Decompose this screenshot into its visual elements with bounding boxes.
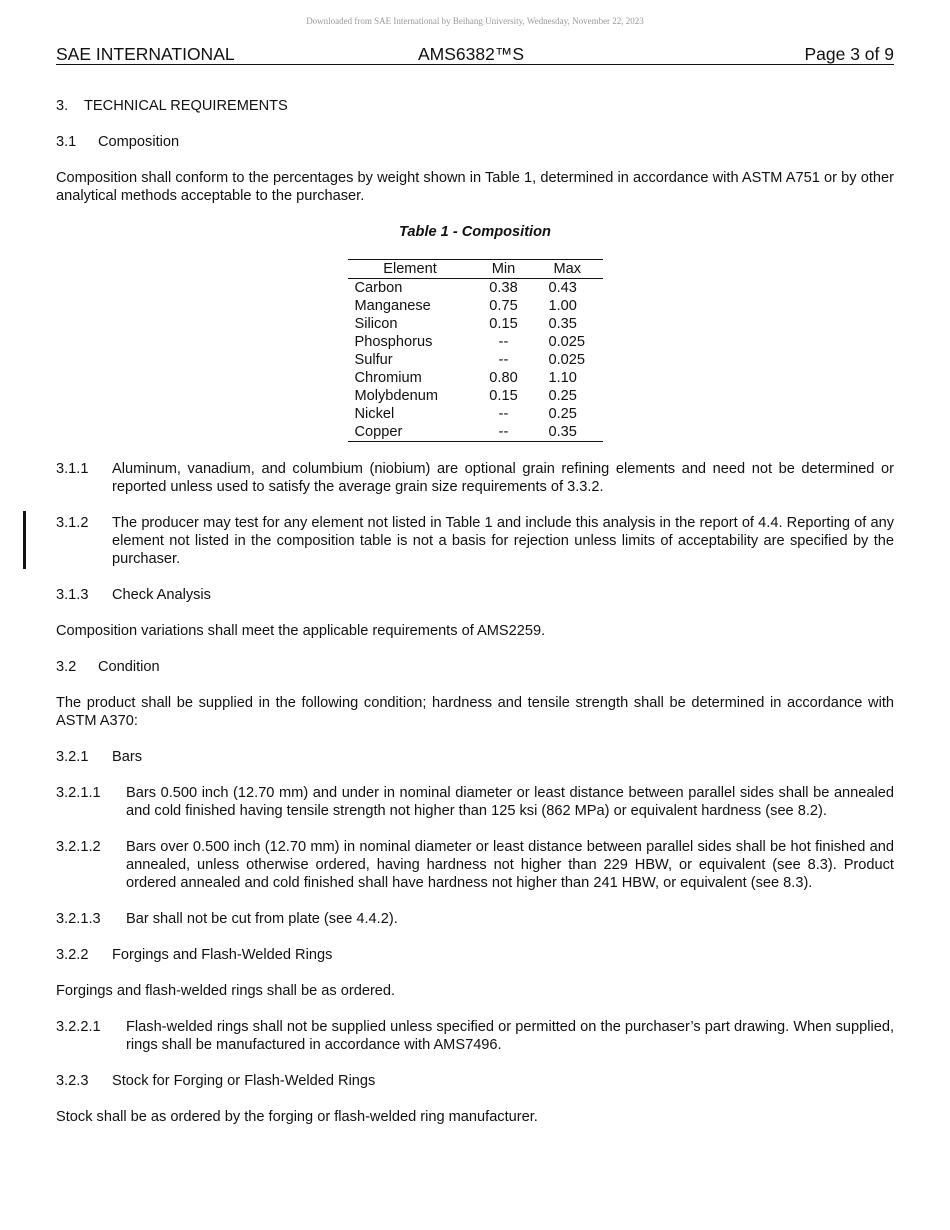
section-3-2-1-2	[56, 838, 894, 892]
section-number: 3.2	[56, 659, 77, 675]
section-3-1-2	[56, 514, 894, 568]
column-header-max: Max	[535, 260, 603, 279]
section-3-1-3-text: Composition variations shall meet the applicable requirements of AMS2259.	[56, 623, 546, 639]
section-number: 3.1.1	[56, 461, 89, 477]
min-cell: 0.15	[489, 388, 518, 404]
element-cell: Molybdenum	[354, 388, 439, 404]
max-cell: 0.35	[535, 423, 603, 442]
download-watermark: Downloaded from SAE International by Beihang University, Wednesday, November 22, 2023	[306, 16, 644, 26]
section-number: 3.2.2	[56, 947, 89, 963]
section-number: 3.2.1.3	[56, 911, 101, 927]
element-cell: Carbon	[354, 280, 403, 296]
element-cell: Phosphorus	[354, 334, 433, 350]
section-number: 3.2.2.1	[56, 1019, 101, 1035]
table-row	[348, 279, 603, 298]
section-number: 3.2.3	[56, 1073, 89, 1089]
min-cell: --	[498, 352, 509, 368]
max-cell: 0.025	[548, 352, 586, 368]
section-3-2-1-1	[56, 784, 894, 820]
table-row	[348, 369, 603, 387]
section-3-2-3-text: Stock shall be as ordered by the forging or flash-welded ring manufacturer.	[56, 1109, 538, 1125]
section-3-2-2-text: Forgings and flash-welded rings shall be as ordered.	[56, 983, 396, 999]
section-text: Bars 0.500 inch (12.70 mm) and under in nominal diameter or least distance between parallel sides shall be annealed and cold finished having tensile strength not higher than 125 ksi (862 MPa) or equivalent hardness (see 8.2).	[126, 785, 894, 819]
section-3-1-3-heading	[56, 586, 894, 604]
section-title: Condition	[98, 659, 160, 675]
element-cell: Silicon	[354, 316, 398, 332]
section-text: Bar shall not be cut from plate (see 4.4.2).	[126, 911, 398, 927]
max-cell: 0.25	[548, 406, 577, 422]
element-cell: Nickel	[354, 406, 395, 422]
section-3-2-2-1	[56, 1018, 894, 1054]
section-number: 3.1.2	[56, 515, 89, 531]
header-organization: SAE INTERNATIONAL	[56, 44, 235, 64]
max-cell: 0.025	[548, 334, 586, 350]
max-cell: 0.35	[548, 316, 577, 332]
section-3-2-2-heading	[56, 946, 894, 964]
table-row	[348, 315, 603, 333]
table-row	[348, 333, 603, 351]
section-title: Composition	[98, 134, 180, 150]
min-cell: --	[473, 423, 535, 442]
section-text: The producer may test for any element not listed in Table 1 and include this analysis in the report of 4.4. Reporting of any element not listed in the composition table is not a basis for rejection unless limits of acceptability are specified by the purchaser.	[112, 515, 894, 567]
section-number: 3.1	[56, 134, 77, 150]
table-row	[348, 297, 603, 315]
section-text: Bars over 0.500 inch (12.70 mm) in nominal diameter or least distance between parallel sides shall be hot finished and annealed, unless otherwise ordered, having hardness not higher than 229 HBW, or equivalent (see 8.3). Product ordered annealed and cold finished shall have hardness not higher than 241 HBW, or equivalent (see 8.3).	[126, 839, 894, 891]
section-number: 3.1.3	[56, 587, 89, 603]
table-row	[348, 405, 603, 423]
section-text: Aluminum, vanadium, and columbium (niobium) are optional grain refining elements and need not be determined or reported unless used to satisfy the average grain size requirements of 3.3.2.	[112, 461, 894, 495]
section-3-2-1-heading	[56, 748, 894, 766]
section-number: 3.2.1.2	[56, 839, 101, 855]
header-document-id: AMS6382™S	[418, 44, 525, 64]
section-3-2-text: The product shall be supplied in the following condition; hardness and tensile strength shall be determined in accordance with ASTM A370:	[56, 695, 894, 729]
max-cell: 0.43	[548, 280, 577, 296]
section-3-2-1-3	[56, 910, 894, 928]
column-header-element: Element	[348, 260, 473, 279]
section-number: 3.	[56, 98, 69, 114]
element-cell: Copper	[348, 423, 473, 442]
max-cell: 1.00	[548, 298, 577, 314]
element-cell: Sulfur	[354, 352, 393, 368]
table-header-row	[348, 260, 603, 279]
section-title: Forgings and Flash-Welded Rings	[112, 947, 333, 963]
min-cell: 0.38	[489, 280, 518, 296]
column-header-min: Min	[473, 260, 535, 279]
table-1-title: Table 1 - Composition	[399, 224, 551, 240]
section-title: TECHNICAL REQUIREMENTS	[84, 98, 288, 114]
section-title: Stock for Forging or Flash-Welded Rings	[112, 1073, 376, 1089]
section-3-1-1	[56, 460, 894, 496]
table-row	[348, 423, 603, 442]
section-title: Bars	[112, 749, 143, 765]
revision-change-bar	[23, 511, 26, 569]
composition-table	[348, 259, 603, 442]
page-header	[56, 44, 894, 65]
table-row	[348, 351, 603, 369]
element-cell: Chromium	[354, 370, 422, 386]
section-title: Check Analysis	[112, 587, 211, 603]
min-cell: 0.15	[489, 316, 518, 332]
document-body	[56, 97, 894, 1144]
min-cell: --	[498, 334, 509, 350]
section-number: 3.2.1.1	[56, 785, 101, 801]
min-cell: 0.80	[489, 370, 518, 386]
section-text: Flash-welded rings shall not be supplied unless specified or permitted on the purchaser’s part drawing. When supplied, rings shall be manufactured in accordance with AMS7496.	[126, 1019, 894, 1053]
header-page-number: Page 3 of 9	[804, 44, 894, 64]
section-3-1-heading	[56, 133, 894, 151]
max-cell: 1.10	[548, 370, 577, 386]
section-3-2-3-heading	[56, 1072, 894, 1090]
element-cell: Manganese	[354, 298, 431, 314]
section-number: 3.2.1	[56, 749, 89, 765]
section-3-1-text: Composition shall conform to the percentages by weight shown in Table 1, determined in accordance with ASTM A751 or by other analytical methods acceptable to the purchaser.	[56, 170, 894, 204]
section-3-2-heading	[56, 658, 894, 676]
min-cell: --	[498, 406, 509, 422]
max-cell: 0.25	[548, 388, 577, 404]
section-3-heading	[56, 97, 894, 115]
min-cell: 0.75	[489, 298, 518, 314]
table-row	[348, 387, 603, 405]
